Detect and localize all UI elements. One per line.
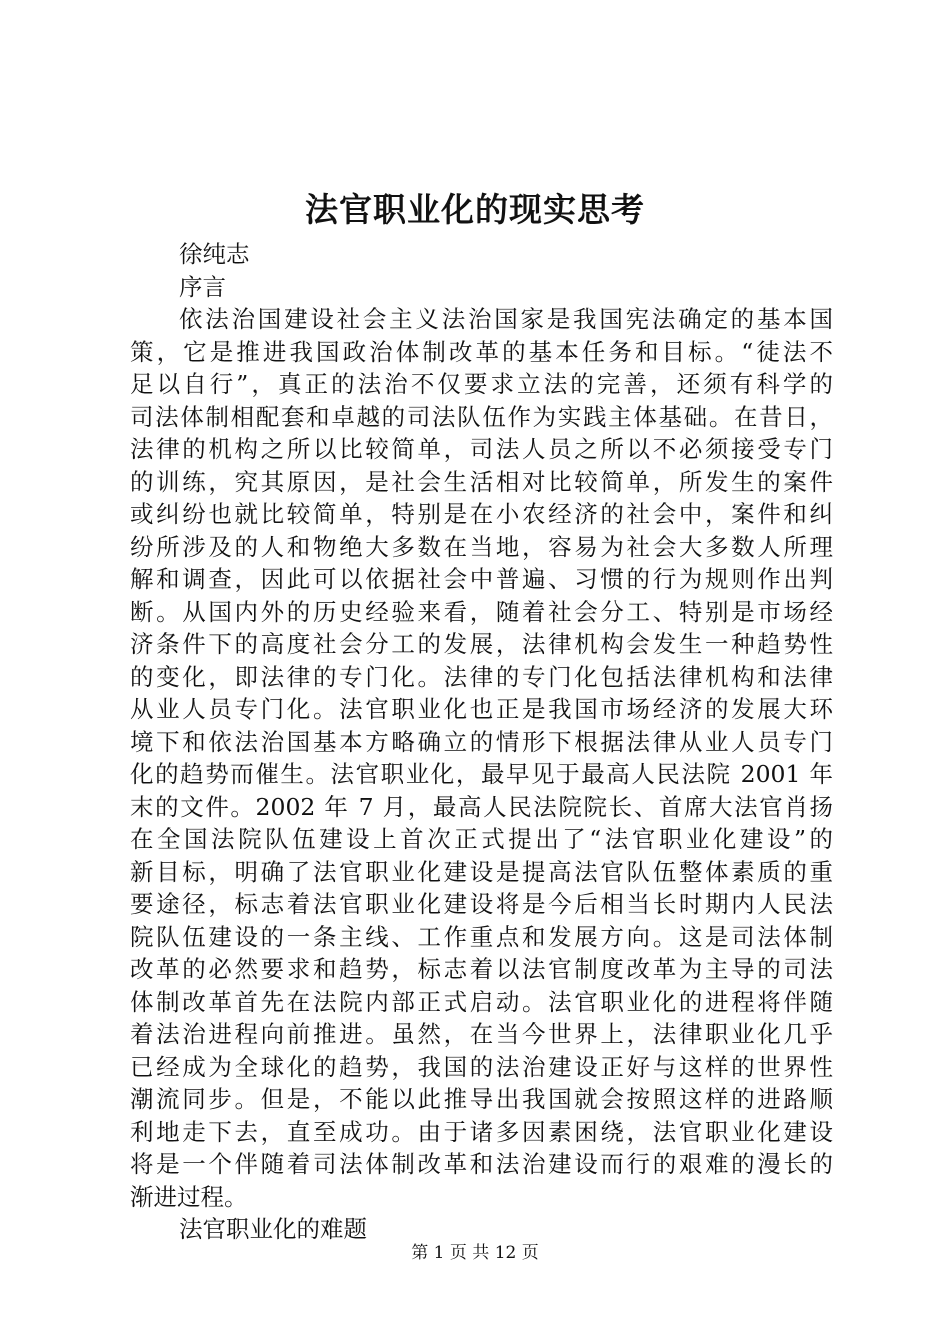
paragraph-line: 化的趋势而催生。法官职业化，最早见于最高人民法院 2001 年	[130, 760, 833, 788]
paragraph-line: 要途径，标志着法官职业化建设将是今后相当长时期内人民法	[130, 890, 833, 918]
section-heading-difficulties: 法官职业化的难题	[179, 1215, 367, 1243]
paragraph-line: 将是一个伴随着司法体制改革和法治建设而行的艰难的漫长的	[130, 1150, 833, 1178]
paragraph-line: 或纠纷也就比较简单，特别是在小农经济的社会中，案件和纠	[130, 500, 833, 528]
page-number-footer: 第 1 页 共 12 页	[411, 1243, 539, 1263]
author-line: 徐纯志	[179, 240, 250, 268]
paragraph-line: 在全国法院队伍建设上首次正式提出了“法官职业化建设”的	[130, 825, 833, 853]
paragraph-line: 解和调查，因此可以依据社会中普遍、习惯的行为规则作出判	[130, 565, 833, 593]
paragraph-line: 着法治进程向前推进。虽然，在当今世界上，法律职业化几乎	[130, 1020, 833, 1048]
paragraph-line: 境下和依法治国基本方略确立的情形下根据法律从业人员专门	[130, 727, 833, 756]
paragraph-line: 已经成为全球化的趋势，我国的法治建设正好与这样的世界性	[130, 1052, 833, 1081]
paragraph-line: 司法体制相配套和卓越的司法队伍作为实践主体基础。在昔日，	[130, 402, 833, 431]
paragraph-line: 利地走下去，直至成功。由于诸多因素困绕，法官职业化建设	[130, 1117, 833, 1146]
preface-paragraph	[130, 303, 833, 1213]
paragraph-line: 院队伍建设的一条主线、工作重点和发展方向。这是司法体制	[130, 922, 833, 951]
section-heading-preface: 序言	[179, 272, 226, 301]
paragraph-line: 依法治国建设社会主义法治国家是我国宪法确定的基本国	[179, 305, 833, 333]
paragraph-line: 渐进过程。	[130, 1182, 248, 1211]
paragraph-line: 潮流同步。但是，不能以此推导出我国就会按照这样的进路顺	[130, 1085, 833, 1113]
paragraph-line: 足以自行”，真正的法治不仅要求立法的完善，还须有科学的	[130, 370, 833, 398]
paragraph-line: 的变化，即法律的专门化。法律的专门化包括法律机构和法律	[130, 662, 833, 691]
paragraph-line: 体制改革首先在法院内部正式启动。法官职业化的进程将伴随	[130, 987, 833, 1016]
paragraph-line: 济条件下的高度社会分工的发展，法律机构会发生一种趋势性	[130, 630, 833, 658]
paragraph-line: 末的文件。2002 年 7 月，最高人民法院院长、首席大法官肖扬	[130, 792, 833, 821]
paragraph-line: 纷所涉及的人和物绝大多数在当地，容易为社会大多数人所理	[130, 532, 833, 561]
document-title: 法官职业化的现实思考	[305, 190, 645, 229]
paragraph-line: 改革的必然要求和趋势，标志着以法官制度改革为主导的司法	[130, 955, 833, 983]
paragraph-line: 新目标，明确了法官职业化建设是提高法官队伍整体素质的重	[130, 857, 833, 886]
document-body	[130, 238, 833, 1246]
paragraph-line: 策，它是推进我国政治体制改革的基本任务和目标。“徒法不	[130, 337, 833, 366]
paragraph-line: 的训练，究其原因，是社会生活相对比较简单，所发生的案件	[130, 467, 833, 496]
paragraph-line: 法律的机构之所以比较简单，司法人员之所以不必须接受专门	[130, 435, 833, 463]
paragraph-line: 断。从国内外的历史经验来看，随着社会分工、特别是市场经	[130, 597, 833, 626]
paragraph-line: 从业人员专门化。法官职业化也正是我国市场经济的发展大环	[130, 695, 833, 723]
